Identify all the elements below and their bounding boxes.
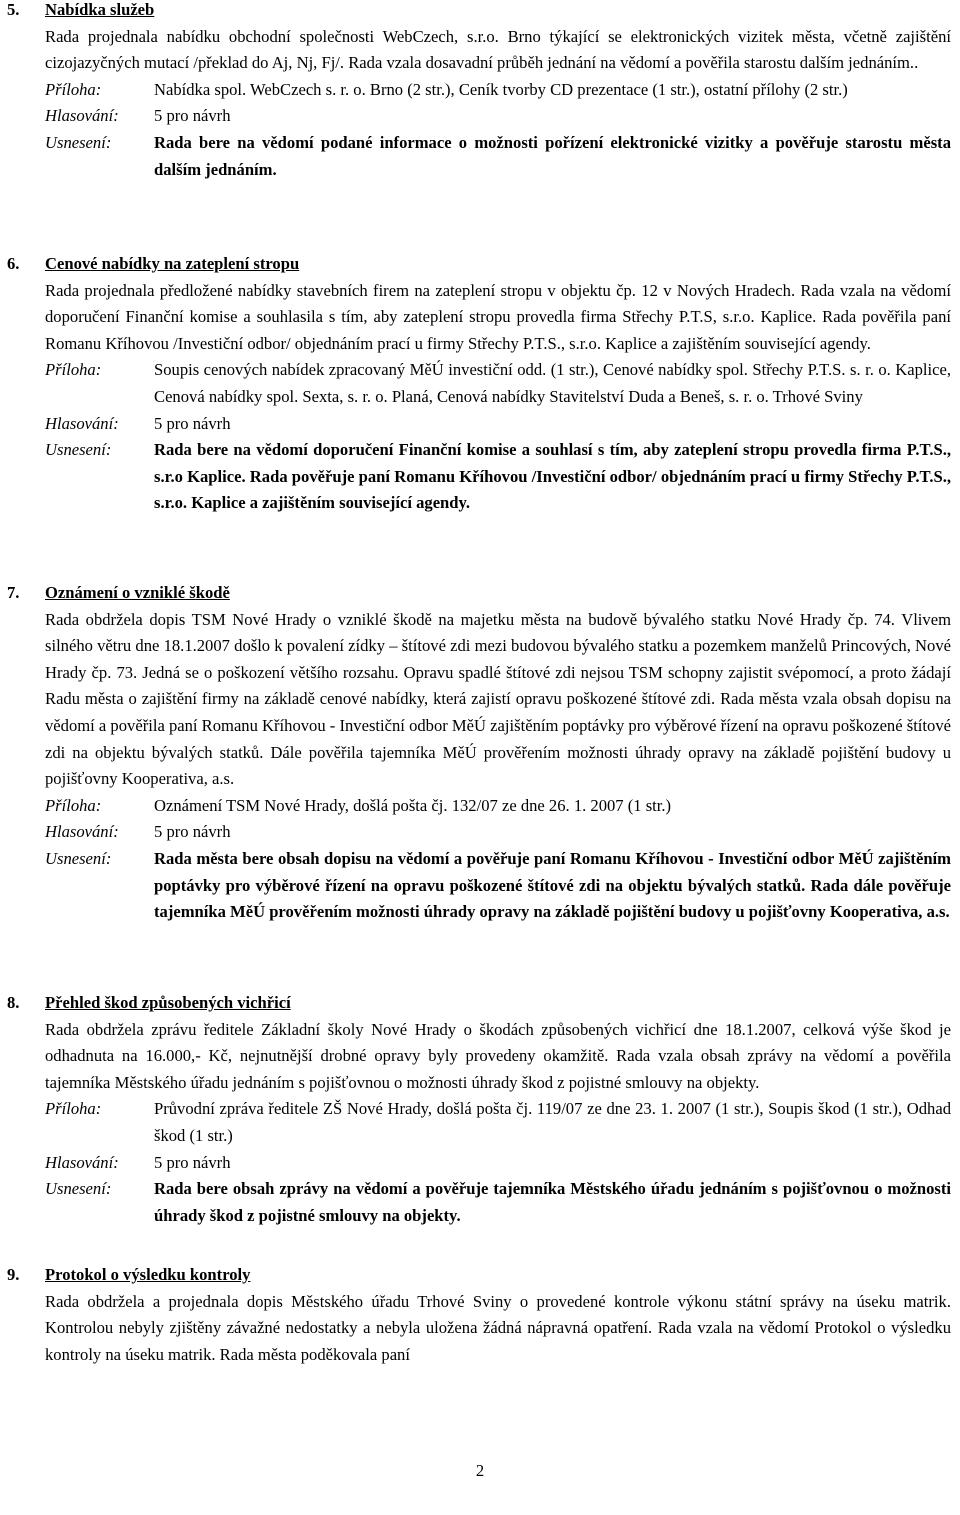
attachment-label: Příloha: [45, 795, 102, 815]
page-number: 2 [475, 1461, 485, 1480]
resolution-row [45, 846, 951, 926]
vote-row [45, 1150, 951, 1177]
section-heading [7, 1262, 951, 1289]
section-text: Rada obdržela a projednala dopis Městského úřadu Trhové Sviny o provedené kontrole výkonu státní správy na úseku matrik. Kontrolou nebyly zjištěny závažné nedostatky a nebyla uložena žádná nápravná opatření. Rada vzala na vědomí Protokol o výsledku kontroly na úseku matrik. Rada města poděkovala paní [45, 1291, 951, 1364]
vote-row [45, 819, 951, 846]
resolution-value: Rada bere obsah zprávy na vědomí a pověřuje tajemníka Městského úřadu jednáním s pojišťovnou o možnosti úhrady škod z pojistné smlouvy na objekty. [154, 1179, 951, 1225]
section-number: 9. [7, 1265, 20, 1284]
section-text: Rada projednala nabídku obchodní společnosti WebCzech, s.r.o. Brno týkající se elektronických vizitek města, včetně zajištění cizojazyčných mutací /překlad do Aj, Nj, Fj/. Rada vzala dosavadní průběh jednání na vědomí a pověřila starostu dalším jednáním.. [45, 26, 951, 73]
section-number: 8. [7, 993, 20, 1012]
resolution-value: Rada města bere obsah dopisu na vědomí a pověřuje paní Romanu Kříhovou - Investiční odbor MěÚ zajištěním poptávky pro výběrové řízení na opravu poškozené štítové zdi na objektu bývalých statků. Rada dále pověřuje tajemníka MěÚ prověřením možnosti úhrady opravy na základě pojištění budovy u pojišťovny Kooperativa, a.s. [154, 848, 951, 922]
section-number: 5. [7, 0, 20, 19]
attachment-label: Příloha: [45, 79, 102, 99]
resolution-label: Usnesení: [45, 848, 112, 868]
section-8 [7, 990, 951, 1229]
vote-label: Hlasování: [45, 413, 119, 433]
section-heading [7, 0, 951, 24]
attachment-value: Oznámení TSM Nové Hrady, došlá pošta čj. 132/07 ze dne 26. 1. 2007 (1 str.) [154, 795, 672, 815]
section-7 [7, 580, 951, 926]
section-number: 6. [7, 254, 20, 273]
section-heading [7, 990, 951, 1017]
vote-row [45, 411, 951, 438]
attachment-value: Nabídka spol. WebCzech s. r. o. Brno (2 str.), Ceník tvorby CD prezentace (1 str.), ostatní přílohy (2 str.) [154, 79, 848, 99]
resolution-value: Rada bere na vědomí podané informace o možnosti pořízení elektronické vizitky a pověřuje starostu města dalším jednáním. [154, 132, 951, 179]
vote-value: 5 pro návrh [154, 106, 231, 126]
resolution-row [45, 130, 951, 183]
attachment-value: Soupis cenových nabídek zpracovaný MěÚ investiční odd. (1 str.), Cenové nabídky spol. Střechy P.T.S. s. r. o. Kaplice, Cenová nabídky spol. Sexta, s. r. o. Planá, Cenová nabídky Stavitelství Duda a Beneš, s. r. o. Trhové Sviny [154, 360, 951, 406]
vote-value: 5 pro návrh [154, 413, 231, 433]
section-text: Rada obdržela dopis TSM Nové Hrady o vzniklé škodě na majetku města na budově bývalého statku Nové Hrady čp. 74. Vlivem silného větru dne 18.1.2007 došlo k povalení zídky – štítové zdi mezi budovou bývalého statku a pozemkem manželů Princových, Nové Hrady čp. 73. Jedná se o poškození většího rozsahu. Opravu spadlé štítové zdi nejsou TSM schopny zajistit svépomocí, a proto žádají Radu města o zajištění firmy na základě cenové nabídky, která zajistí opravu poškozené štítové zdi. Rada města vzala obsah dopisu na vědomí a pověřila paní Romanu Kříhovou - Investiční odbor MěÚ zajištěním poptávky pro výběrové řízení na opravu poškozené štítové zdi na objektu bývalých statků. Dále pověřila tajemníka MěÚ prověřením možnosti úhrady opravy na základě pojištění budovy u pojišťovny Kooperativa, a.s. [45, 609, 951, 789]
attachment-label: Příloha: [45, 360, 102, 380]
resolution-label: Usnesení: [45, 440, 112, 460]
resolution-label: Usnesení: [45, 132, 112, 152]
resolution-value: Rada bere na vědomí doporučení Finanční komise a souhlasí s tím, aby zateplení stropu provedla firma P.T.S., s.r.o Kaplice. Rada pověřuje paní Romanu Kříhovou /Investiční odbor/ objednáním prací u firmy Střechy P.T.S., s.r.o. Kaplice a zajištěním související agendy. [154, 440, 951, 513]
vote-label: Hlasování: [45, 1152, 119, 1172]
section-title: Přehled škod způsobených vichřicí [45, 993, 291, 1012]
section-6 [7, 251, 951, 517]
section-text: Rada projednala předložené nabídky stavebních firem na zateplení stropu v objektu čp. 12 v Nových Hradech. Rada vzala na vědomí doporučení Finanční komise a souhlasila s tím, aby zateplení stropu provedla firma Střechy P.T.S, s.r.o. Kaplice. Rada pověřila paní Romanu Kříhovou /Investiční odbor/ objednáním prací u firmy Střechy P.T.S., s.r.o. Kaplice a zajištěním související agendy. [45, 280, 951, 353]
attachment-row [45, 1096, 951, 1149]
vote-label: Hlasování: [45, 106, 119, 126]
attachment-label: Příloha: [45, 1099, 102, 1119]
attachment-row [45, 357, 951, 410]
attachment-row [45, 77, 951, 104]
resolution-row [45, 1176, 951, 1229]
vote-row [45, 103, 951, 130]
section-heading [7, 251, 951, 278]
vote-value: 5 pro návrh [154, 822, 231, 842]
section-title: Cenové nabídky na zateplení stropu [45, 254, 300, 273]
vote-value: 5 pro návrh [154, 1152, 231, 1172]
attachment-value: Průvodní zpráva ředitele ZŠ Nové Hrady, došlá pošta čj. 119/07 ze dne 23. 1. 2007 (1 str.), Soupis škod (1 str.), Odhad škod (1 str.) [154, 1099, 951, 1145]
section-number: 7. [7, 583, 20, 602]
section-9 [7, 1262, 951, 1368]
resolution-label: Usnesení: [45, 1179, 112, 1199]
vote-label: Hlasování: [45, 822, 119, 842]
resolution-row [45, 437, 951, 517]
section-text: Rada obdržela zprávu ředitele Základní školy Nové Hrady o škodách způsobených vichřicí dne 18.1.2007, celková výše škod je odhadnuta na 16.000,- Kč, nejnutnější drobné opravy byly provedeny okamžitě. Rada vzala obsah zprávy na vědomí a pověřila tajemníka Městského úřadu jednáním s pojišťovnou o možnosti úhrady škod z pojistné smlouvy na objekty. [45, 1019, 951, 1092]
section-title: Protokol o výsledku kontroly [45, 1265, 251, 1284]
section-title: Nabídka služeb [45, 0, 155, 19]
attachment-row [45, 793, 951, 820]
section-title: Oznámení o vzniklé škodě [45, 583, 230, 602]
section-heading [7, 580, 951, 607]
section-5 [7, 0, 951, 183]
